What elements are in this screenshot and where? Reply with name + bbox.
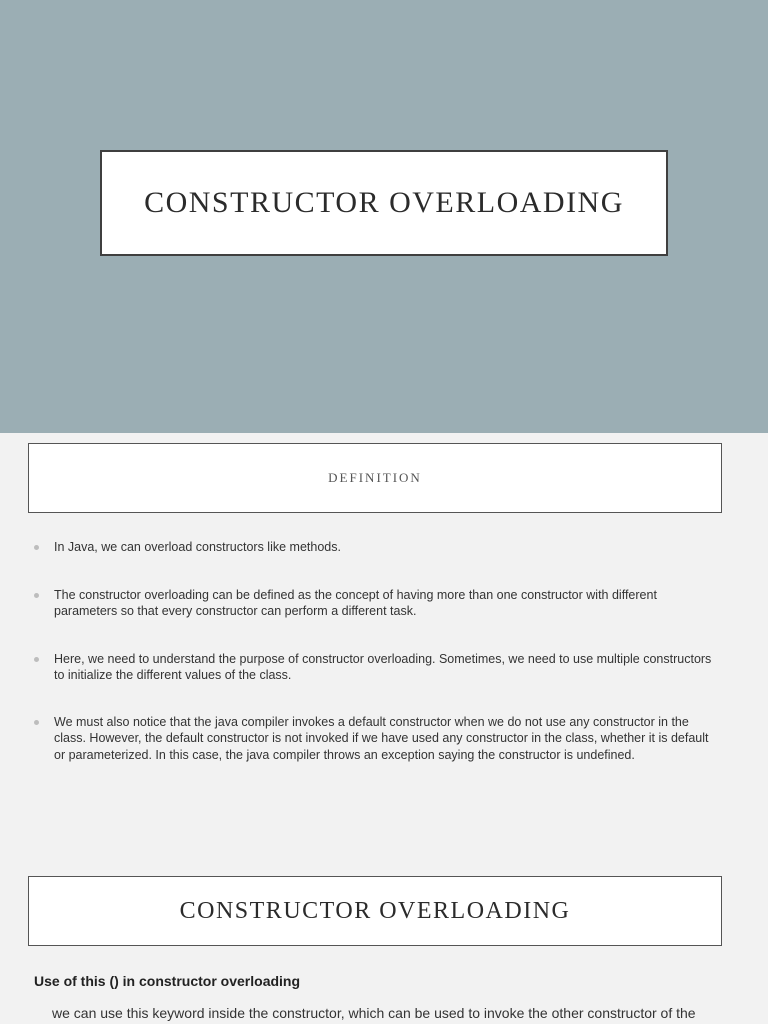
bullet-dot-icon xyxy=(34,657,39,662)
usage-bullet xyxy=(52,1005,752,1021)
constructor-overloading-heading-box xyxy=(28,876,722,946)
bullet-dot-icon xyxy=(34,545,39,550)
bullet-dot-icon xyxy=(34,593,39,598)
definition-bullet xyxy=(54,587,714,620)
title-slide xyxy=(0,0,768,433)
bullet-dot-icon xyxy=(34,720,39,725)
title-box xyxy=(100,150,668,256)
definition-bullet xyxy=(54,539,714,555)
definition-bullet xyxy=(54,714,714,763)
section-title: CONSTRUCTOR OVERLOADING xyxy=(179,897,571,924)
bullet-text: In Java, we can overload constructors like methods. xyxy=(54,540,341,554)
bullet-text: we can use this keyword inside the constructor, which can be used to invoke the other constructor of the xyxy=(52,1005,696,1021)
definition-heading: DEFINITION xyxy=(328,470,422,485)
bullet-text: We must also notice that the java compiler invokes a default constructor when we do not use any constructor in the class. However, the default constructor is not invoked if we have used any constructor in the class, whether it is default or parameterized. In this case, the java compiler throws an exception saying the constructor is undefined. xyxy=(54,715,709,762)
bullet-text: Here, we need to understand the purpose of constructor overloading. Sometimes, we need to use multiple constructors to initialize the different values of the class. xyxy=(54,652,712,683)
subheading: Use of this () in constructor overloading xyxy=(34,973,301,989)
definition-heading-box xyxy=(28,443,722,513)
bullet-text: The constructor overloading can be defined as the concept of having more than one constructor with different parameters so that every constructor can perform a different task. xyxy=(54,588,657,619)
definition-bullet xyxy=(54,651,714,684)
slide-title: CONSTRUCTOR OVERLOADING xyxy=(144,186,624,219)
